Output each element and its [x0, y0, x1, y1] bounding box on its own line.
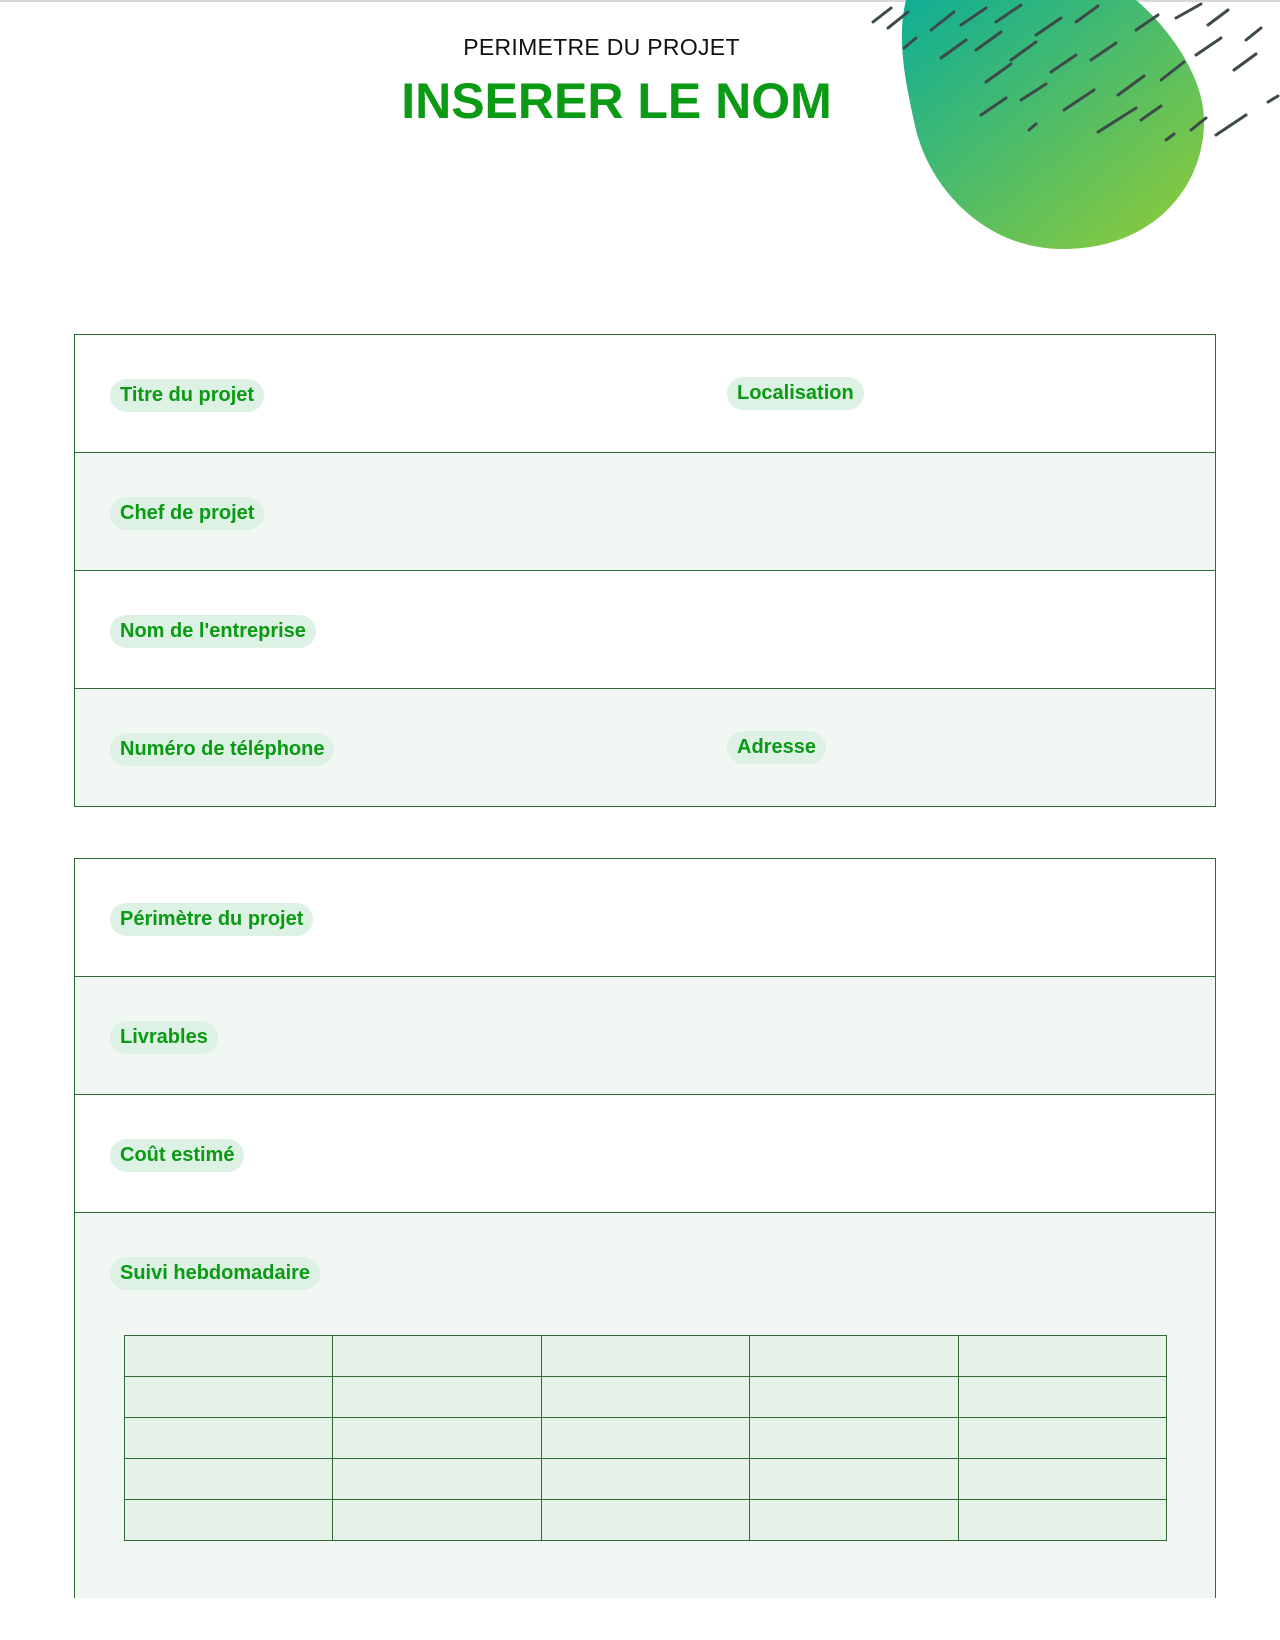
document-title: INSERER LE NOM: [401, 73, 832, 129]
address-label: Adresse: [727, 731, 826, 764]
table-cell[interactable]: [541, 1418, 749, 1459]
phone-label: Numéro de téléphone: [110, 733, 334, 766]
table-cell[interactable]: [125, 1418, 333, 1459]
project-title-label: Titre du projet: [110, 379, 264, 412]
table-cell[interactable]: [541, 1459, 749, 1500]
table-cell[interactable]: [750, 1336, 958, 1377]
project-scope-card: [74, 858, 1216, 1598]
weekly-tracking-table: [124, 1335, 1167, 1541]
table-row: [125, 1377, 1167, 1418]
row-phone-address: [75, 689, 1215, 806]
estimated-cost-label: Coût estimé: [110, 1139, 244, 1172]
project-info-card: [74, 334, 1216, 807]
deliverables-label: Livrables: [110, 1021, 218, 1054]
table-cell[interactable]: [333, 1500, 541, 1541]
green-blob-icon: [836, 0, 1280, 260]
location-label: Localisation: [727, 377, 864, 410]
table-cell[interactable]: [958, 1336, 1166, 1377]
project-scope-label: Périmètre du projet: [110, 903, 313, 936]
table-cell[interactable]: [958, 1377, 1166, 1418]
table-cell[interactable]: [125, 1336, 333, 1377]
row-company-name: [75, 571, 1215, 689]
row-project-title: [75, 335, 1215, 453]
table-row: [125, 1418, 1167, 1459]
table-cell[interactable]: [750, 1418, 958, 1459]
table-row: [125, 1459, 1167, 1500]
weekly-tracking-label: Suivi hebdomadaire: [110, 1257, 320, 1290]
table-cell[interactable]: [125, 1500, 333, 1541]
table-cell[interactable]: [750, 1377, 958, 1418]
row-estimated-cost: [75, 1095, 1215, 1213]
table-cell[interactable]: [750, 1500, 958, 1541]
table-cell[interactable]: [541, 1377, 749, 1418]
table-cell[interactable]: [333, 1459, 541, 1500]
company-name-label: Nom de l'entreprise: [110, 615, 316, 648]
document-subtitle: PERIMETRE DU PROJET: [463, 34, 740, 60]
table-cell[interactable]: [958, 1459, 1166, 1500]
table-cell[interactable]: [750, 1459, 958, 1500]
table-cell[interactable]: [958, 1418, 1166, 1459]
row-deliverables: [75, 977, 1215, 1095]
row-project-scope: [75, 859, 1215, 977]
table-cell[interactable]: [125, 1377, 333, 1418]
project-manager-label: Chef de projet: [110, 497, 264, 530]
table-cell[interactable]: [333, 1377, 541, 1418]
table-cell[interactable]: [333, 1336, 541, 1377]
table-cell[interactable]: [541, 1500, 749, 1541]
table-row: [125, 1500, 1167, 1541]
table-cell[interactable]: [125, 1459, 333, 1500]
row-project-manager: [75, 453, 1215, 571]
table-cell[interactable]: [958, 1500, 1166, 1541]
row-weekly-tracking: [75, 1213, 1215, 1598]
table-cell[interactable]: [333, 1418, 541, 1459]
table-row: [125, 1336, 1167, 1377]
table-cell[interactable]: [541, 1336, 749, 1377]
